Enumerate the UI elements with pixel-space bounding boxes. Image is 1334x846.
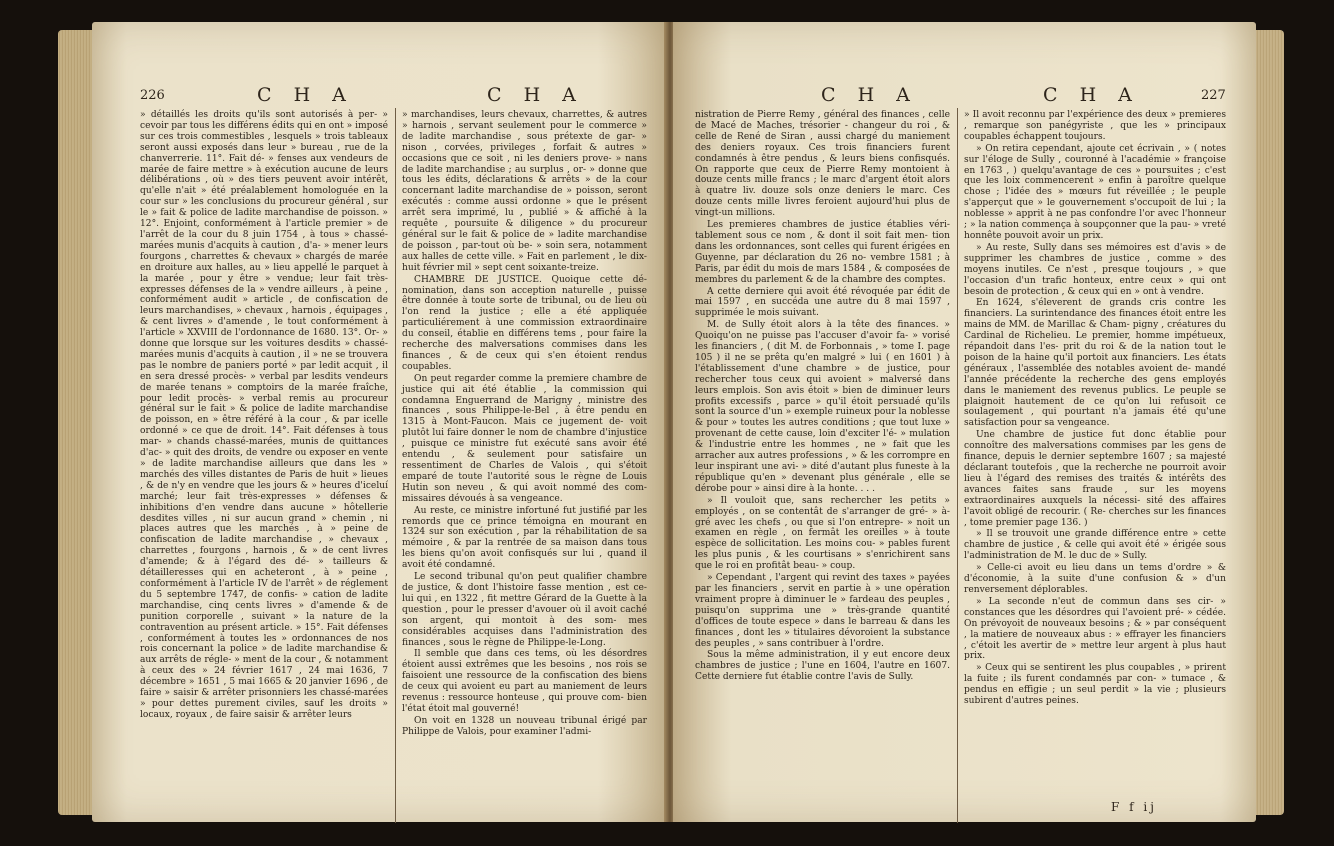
column-rule (957, 108, 958, 823)
right-column-2 (964, 110, 1226, 707)
right-page (673, 22, 1256, 822)
running-head-right-2: C H A (1043, 84, 1140, 106)
running-head-right-1: C H A (821, 84, 918, 106)
left-column-2 (402, 110, 647, 738)
column-rule (395, 108, 396, 823)
paragraph: M. de Sully étoit alors à la tête des finances. » Quoiqu'on ne puisse pas l'accuser d'avoir fa- » vorisé les financiers , ( dit M. de Forbonnais , » tome I. page 105 ) il ne se prêta qu'en malgré » lui ( en 1601 ) à l'établissement d'une chambre » de justice, pour rechercher tous ceux qui avoient » malversé dans leurs emplois. Son avis étoit » bien de diminuer leurs profits excessifs , parce » qu'il étoit persuadé qu'ils sont la source d'un » exemple ruineux pour la noblesse & pour » toutes les autres conditions ; que tout luxe » provenant de cette cause, loin d'exciter l'é- » mulation & l'industrie entre les hommes , ne » fait que les arracher aux autres professions , » & les corrompre en leur inspirant une avi- » dité d'autant plus funeste à la république qu'en » devenant plus générale , elle se dérobe pour » ainsi dire à la honte. . . . (695, 320, 950, 494)
paragraph: » La seconde n'eut de commun dans ses cir- » constances que les désordres qui l'avoient pré- » cédée. On prévoyoit de nouveaux besoins ; & » par conséquent , la matiere de nouveaux abus : » effrayer les financiers , c'étoit les avertir de » mettre leur argent à plus haut prix. (964, 596, 1226, 662)
paragraph: Sous la même administration, il y eut encore deux chambres de justice ; l'une en 1604, l'autre en 1607. Cette derniere fut établie contre l'avis de Sully. (695, 650, 950, 683)
signature-mark: F f ij (1111, 800, 1157, 814)
paragraph: On voit en 1328 un nouveau tribunal érigé par Philippe de Valois, pour examiner l'admi- (402, 715, 647, 737)
paragraph: » Ceux qui se sentirent les plus coupables , » prirent la fuite ; ils furent condamnés par con- » tumace , & pendus en effigie ; un seul perdit » la vie ; plusieurs subirent d'autres peines. (964, 663, 1226, 707)
left-page-edges (58, 30, 92, 815)
paragraph: Il semble que dans ces tems, où les désordres étoient aussi extrêmes que les besoins , nos rois se faisoient une ressource de la confiscation des biens de ceux qui avoient eu part au maniement de leurs revenus : ressource honteuse , qui prouve com- bien l'état étoit mal gouverné! (402, 649, 647, 714)
paragraph: » Il vouloit que, sans rechercher les petits » employés , on se contentât de s'arranger de gré- » à-gré avec les chefs , ou que si l'on entrepre- » noit un examen en règle , on fermât les oreilles » à toute espèce de sollicitation. Les moins cou- » pables furent les plus punis , & les courtisans » s'enrichirent sans que le roi en profitât beau- » coup. (695, 495, 950, 572)
paragraph: A cette derniere qui avoit été révoquée par édit de mai 1597 , en succéda une autre du 8 mai 1597 , supprimée le mois suivant. (695, 286, 950, 319)
paragraph: » Celle-ci avoit eu lieu dans un tems d'ordre » & d'économie, à la suite d'une confusion & » d'un renversement déplorables. (964, 563, 1226, 595)
paragraph: » On retira cependant, ajoute cet écrivain , » ( notes sur l'éloge de Sully , couronné à l'académie » françoise en 1763 , ) quelqu'avantage de ces » poursuites ; c'est que les loix commencerent » enfin à paroître quelque chose ; l'idée des » mœurs fut réveillée ; le peuple s'apperçut que » le gouvernement s'occupoit de lui ; la noblesse » apprit à ne pas confondre l'or avec l'honneur ; » la nation commença à soupçonner que la pau- » vreté honnête pouvoit avoir un prix. (964, 143, 1226, 241)
paragraph: » Il avoit reconnu par l'expérience des deux » premieres , remarque son panégyriste , que les » principaux coupables échappent toujours. (964, 110, 1226, 142)
paragraph: » détaillés les droits qu'ils sont autorisés à per- » cevoir par tous les différens édits qui en ont » imposé sur ces trois commestibles , lesquels » trois tableaux seront aussi exposés dans leur » bureau , rue de la chanverrerie. 11°. Fait dé- » fenses aux vendeurs de marée de faire mettre » à exécution aucune de leurs délibérations , où » des tiers peuvent avoir intérêt, qu'elle n'ait » été préalablement homologuée en la cour sur » les conclusions du procureur général , sur le » fait & police de ladite marchandise de poisson. » 12°. Enjoint, conformément à l'article premier » de l'arrêt de la cour du 8 juin 1754 , à tous » chassé-marées munis d'acquits à caution , d'a- » mener leurs fourgons , charrettes & chevaux » chargés de marée en droiture aux halles, au » lieu appellé le parquet à la marée , pour y être » vendue; leur fait très-expresses défenses de la » vendre ailleurs , à peine , conformément audit » article , de confiscation de leurs marchandises, » chevaux , harnois , équipages , & cent livres » d'amende , le tout conformément à l'article » XXVIII de l'ordonnance de 1680. 13°. Or- » donne que lorsque sur les voitures desdits » chassé-marées munis d'acquits à caution , il » ne se trouvera pas le nombre de paniers porté » par ledit acquit , il en sera dressé procès- » verbal par lesdits vendeurs de marée tenans » comptoirs de la marée fraîche, pour ledit procès- » verbal remis au procureur général sur le fait » & police de ladite marchandise de poisson, en » être référé à la cour , & par icelle ordonné » ce que de droit. 14°. Fait défenses à tous mar- » chands chassé-marées, munis de quittances d'ac- » quit des droits, de vendre ou exposer en vente » de ladite marchandise ailleurs que dans les » marchés des villes distantes de Paris de huit » lieues , & de n'y en vendre que les jours & » heures d'iceluí marché; leur fait très-expresses » défenses & inhibitions d'en vendre dans aucune » hôtellerie desdites villes , ni sur aucun grand » chemin , ni places autres que les marchés , à » peine de confiscation de ladite marchandise , » chevaux , charrettes , fourgons , harnois , & » de cent livres d'amende; & à l'égard des dé- » tailleurs & détailleresses qui en acheteront , à » peine , conformément à l'article IV de l'arrêt » de réglement du 5 septembre 1747, de confis- » cation de ladite marchandise, cinq cents livres » d'amende & de punition corporelle , suivant » la nature de la contravention au présent article. » 15°. Fait défenses , conformément à toutes les » ordonnances de nos rois concernant la police » de ladite marchandise & aux arrêts de régle- » ment de la cour , & notamment à ceux des » 24 février 1617 , 24 mai 1636, 7 décembre » 1651 , 5 mai 1665 & 20 janvier 1696 , de faire » saisir & arrêter prisonniers les chassé-marées » pour dettes purement civiles, sauf les droits » locaux, royaux , de faire saisir & arrêter leurs (140, 110, 388, 720)
paragraph: Une chambre de justice fut donc établie pour connoître des malversations commises par les gens de finance, depuis le dernier septembre 1607 ; sa majesté déclarant toutefois , que la recherche ne pourroit avoir lieu à l'égard des remises des traités & intérêts des avances faites sans fraude , sur les moyens extraordinaires auxquels la nécessi- sité des affaires l'avoit obligé de recourir. ( Re- cherches sur les finances , tome premier page 136. ) (964, 430, 1226, 528)
paragraph: Le second tribunal qu'on peut qualifier chambre de justice, & dont l'histoire fasse mention , est ce- lui qui , en 1322 , fit mettre Gérard de la Guette à la question , pour le presser d'avouer où il avoit caché son argent, qui montoit à des som- mes considérables acquises dans l'administration des finances , sous le règne de Philippe-le-Long. (402, 572, 647, 648)
paragraph: » Au reste, Sully dans ses mémoires est d'avis » de supprimer les chambres de justice , comme » des moyens inutiles. Ce n'est , presque toujours , » que l'occasion d'un trafic honteux, entre ceux » qui ont besoin de protection , & ceux qui en » ont à vendre. (964, 242, 1226, 297)
running-head-left-2: C H A (487, 84, 584, 106)
page-number-right: 227 (1201, 88, 1226, 103)
paragraph: » marchandises, leurs chevaux, charrettes, & autres » harnois , servant seulement pour le commerce » de ladite marchandise , sous prétexte de gar- » nison , corvées, privileges , forfait & autres » occasions que ce soit , ni les deniers prove- » nans de ladite marchandise ; au surplus , or- » donne que tous les édits, déclarations & arrêts » de la cour concernant ladite marchandise de » poisson, seront exécutés : comme aussi ordonne » que le présent arrêt sera imprimé, lu , publié » & affiché à la requête , poursuite & diligence » du procureur général sur le fait & police de » ladite marchandise de poisson , par-tout où be- » soin sera, notamment aux halles de cette ville. » Fait en parlement , le dix-huit février mil » sept cent soixante-treize. (402, 110, 647, 273)
paragraph: » Cependant , l'argent qui revint des taxes » payées par les financiers , servit en partie à » une opération vraiment propre à diminuer le » fardeau des peuples , puisqu'on supprima une » très-grande quantité d'offices de toute espece » dans le barreau & dans les finances , dont les » titulaires dévoroient la substance des peuples , » sans contribuer à l'ordre. (695, 573, 950, 649)
paragraph: Au reste, ce ministre infortuné fut justifié par les remords que ce prince témoigna en mourant en 1324 sur son exécution , par la réhabilitation de sa mémoire , & par la rentrée de sa maison dans tous les biens qu'on avoit confisqués sur lui , quand il avoit été condamné. (402, 505, 647, 571)
paragraph: CHAMBRE DE JUSTICE. Quoique cette dé- nomination, dans son acception naturelle , puisse être donnée à toute sorte de tribunal, ou de lieu où l'on rend la justice ; elle a été appliquée particuliérement à une commission extraordinaire du conseil, établie en différens tems , pour faire la recherche des malversations commises dans les finances , & de ceux qui s'en étoient rendus coupables. (402, 274, 647, 372)
right-page-edges (1256, 30, 1284, 815)
running-head-left-1: C H A (257, 84, 354, 106)
right-column-1 (695, 110, 950, 683)
left-column-1 (140, 110, 388, 721)
paragraph: nistration de Pierre Remy , général des finances , celle de Macé de Maches, trésorier - changeur du roi , & celle de René de Siran , aussi chargé du maniement des deniers royaux. Ces trois financiers furent condamnés à être pendus , & leurs biens confisqués. On rapporte que ceux de Pierre Remy montoient à douze cents mille francs ; le marc d'argent étoit alors à quatre liv. douze sols onze deniers le marc. Ces douze cents mille livres feroient aujourd'hui plus de vingt-un millions. (695, 110, 950, 219)
paragraph: Les premieres chambres de justice établies véri- tablement sous ce nom , & dont il soit fait men- tion dans les ordonnances, sont celles qui furent érigées en Guyenne, par déclaration du 26 no- vembre 1581 ; à Paris, par édit du mois de mars 1584 , & composées de membres du parlement & de la chambre des comptes. (695, 220, 950, 285)
page-number-left: 226 (140, 88, 165, 103)
paragraph: En 1624, s'éleverent de grands cris contre les financiers. La surintendance des finances étoit entre les mains de MM. de Marillac & Cham- pigny , créatures du Cardinal de Richelieu. Le premier, homme impétueux, répandoit dans l'es- prit du roi & de la nation tout le poison de la haine qu'il portoit aux financiers. Les états généraux , l'assemblée des notables avoient de- mandé l'année précédente la recherche des gens employés dans le maniement des revenus publics. Le peuple se plaignoit hautement de ce qu'on lui refusoit ce soulagement , qui pourtant n'a jamais été qu'une satisfaction pour sa vengeance. (964, 298, 1226, 429)
left-page (92, 22, 667, 822)
paragraph: » Il se trouvoit une grande différence entre » cette chambre de justice , & celle qui avoit été » érigée sous l'administration de M. le duc de » Sully. (964, 529, 1226, 562)
paragraph: On peut regarder comme la premiere chambre de justice qui ait été établie , la commission qui condamna Enguerrand de Marigny , ministre des finances , sous Philippe-le-Bel , à être pendu en 1315 à Mont-Faucon. Mais ce jugement de- voit plutôt lui faire donner le nom de chambre d'injustice , puisque ce ministre fut exécuté sans avoir été entendu , & seulement pour satisfaire un ressentiment de Charles de Valois , qui s'étoit emparé de toute l'autorité sous le règne de Louis Hutin son neveu , & qui avoit nommé des com- missaires dévoués à sa vengeance. (402, 373, 647, 504)
